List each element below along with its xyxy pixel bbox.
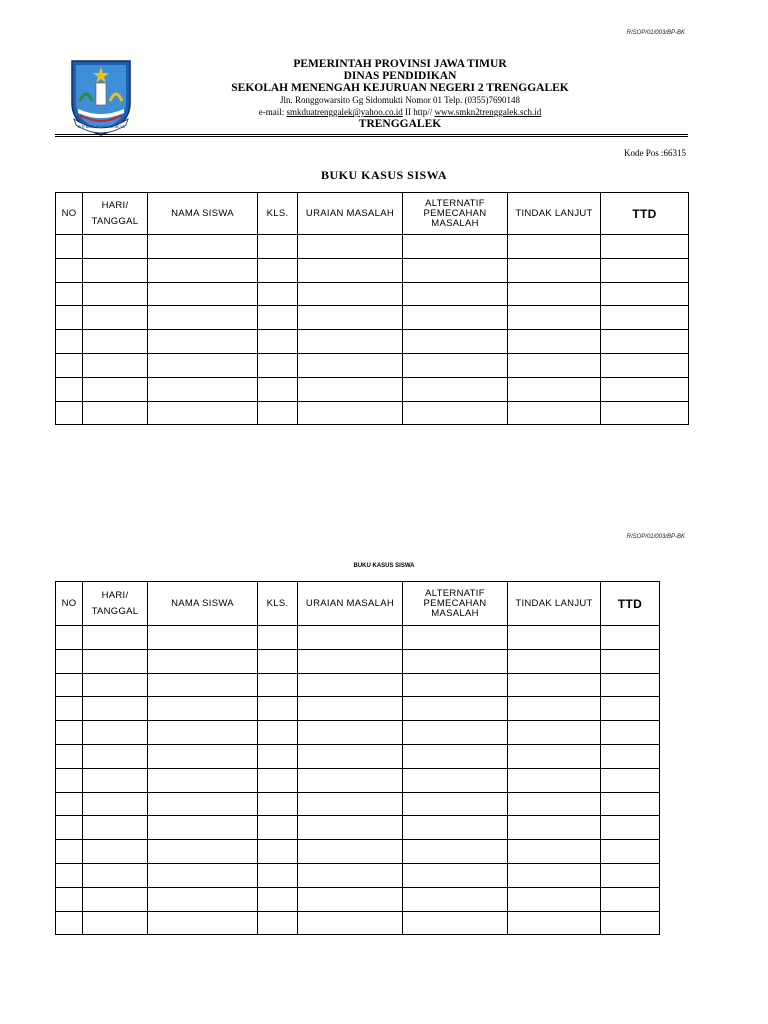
cell-nama-siswa[interactable] [148,721,258,745]
table-header-row [56,193,689,235]
table-row [56,235,689,259]
table-row [56,816,660,840]
cell-uraian-masalah[interactable] [298,306,403,330]
cell-tindak-lanjut[interactable] [508,721,601,745]
cell-ttd[interactable] [601,721,660,745]
cell-alternatif[interactable] [403,235,508,259]
cell-tindak-lanjut[interactable] [508,792,601,816]
cell-kls[interactable] [258,792,298,816]
cell-hari-tanggal[interactable] [83,377,148,401]
cell-alternatif[interactable] [403,306,508,330]
cell-kls[interactable] [258,235,298,259]
cell-kls[interactable] [258,330,298,354]
cell-alternatif[interactable] [403,911,508,935]
cell-tindak-lanjut[interactable] [508,816,601,840]
cell-uraian-masalah[interactable] [298,840,403,864]
cell-tindak-lanjut[interactable] [508,282,601,306]
cell-kls[interactable] [258,626,298,650]
cell-kls[interactable] [258,863,298,887]
table-row [56,673,660,697]
cell-uraian-masalah[interactable] [298,626,403,650]
cell-nama-siswa[interactable] [148,816,258,840]
cell-no[interactable] [56,887,83,911]
cell-kls[interactable] [258,744,298,768]
cell-alternatif[interactable] [403,401,508,425]
cell-no[interactable] [56,911,83,935]
cell-nama-siswa[interactable] [148,306,258,330]
table-row [56,626,660,650]
table-row [56,863,660,887]
cell-uraian-masalah[interactable] [298,768,403,792]
cell-alternatif[interactable] [403,377,508,401]
col-hari-tanggal [83,193,148,235]
col-alt-1: ALTERNATIF [425,587,485,599]
cell-ttd[interactable] [601,626,660,650]
cell-ttd[interactable] [601,768,660,792]
cell-no[interactable] [56,697,83,721]
document-code: R/SOP/01/003/BP-BK [626,30,685,36]
cell-tindak-lanjut[interactable] [508,401,601,425]
letterhead-office: DINAS PENDIDIKAN [343,70,457,82]
cell-alternatif[interactable] [403,353,508,377]
letterhead [200,58,600,130]
page-title: BUKU KASUS SISWA [320,168,448,182]
cell-hari-tanggal[interactable] [83,721,148,745]
cell-no[interactable] [56,721,83,745]
cell-no[interactable] [56,330,83,354]
cell-kls[interactable] [258,377,298,401]
cell-nama-siswa[interactable] [148,744,258,768]
cell-no[interactable] [56,377,83,401]
col-alt-2: PEMECAHAN [423,597,487,609]
cell-tindak-lanjut[interactable] [508,768,601,792]
cell-uraian-masalah[interactable] [298,887,403,911]
case-table-1 [55,192,689,425]
cell-kls[interactable] [258,649,298,673]
col-hari-tanggal [83,582,148,626]
cell-nama-siswa[interactable] [148,863,258,887]
table-header-row [56,582,660,626]
cell-tindak-lanjut[interactable] [508,626,601,650]
cell-alternatif[interactable] [403,887,508,911]
cell-ttd[interactable] [601,863,660,887]
cell-nama-siswa[interactable] [148,282,258,306]
cell-kls[interactable] [258,353,298,377]
cell-tindak-lanjut[interactable] [508,744,601,768]
table-row [56,840,660,864]
table-row [56,721,660,745]
table-row [56,306,689,330]
cell-hari-tanggal[interactable] [83,673,148,697]
cell-nama-siswa[interactable] [148,649,258,673]
cell-alternatif[interactable] [403,673,508,697]
cell-hari-tanggal[interactable] [83,282,148,306]
cell-hari-tanggal[interactable] [83,401,148,425]
cell-tindak-lanjut[interactable] [508,911,601,935]
cell-tindak-lanjut[interactable] [508,235,601,259]
cell-ttd[interactable] [601,887,660,911]
col-nama-siswa: NAMA SISWA [148,582,258,626]
cell-no[interactable] [56,401,83,425]
table-row [56,744,660,768]
cell-ttd[interactable] [601,649,660,673]
table-row [56,768,660,792]
table-row [56,330,689,354]
cell-no[interactable] [56,353,83,377]
east-java-crest-logo [66,57,136,137]
cell-ttd[interactable] [601,306,689,330]
cell-kls[interactable] [258,401,298,425]
cell-nama-siswa[interactable] [148,673,258,697]
cell-kls[interactable] [258,306,298,330]
cell-nama-siswa[interactable] [148,887,258,911]
cell-no[interactable] [56,768,83,792]
cell-hari-tanggal[interactable] [83,863,148,887]
cell-tindak-lanjut[interactable] [508,353,601,377]
cell-alternatif[interactable] [403,258,508,282]
cell-alternatif[interactable] [403,792,508,816]
cell-ttd[interactable] [601,911,660,935]
cell-nama-siswa[interactable] [148,330,258,354]
cell-ttd[interactable] [601,816,660,840]
cell-uraian-masalah[interactable] [298,282,403,306]
col-tindak-lanjut: TINDAK LANJUT [508,582,601,626]
cell-ttd[interactable] [601,353,689,377]
cell-hari-tanggal[interactable] [83,792,148,816]
page-title-2: BUKU KASUS SISWA [353,563,415,569]
cell-alternatif[interactable] [403,863,508,887]
cell-kls[interactable] [258,768,298,792]
letterhead-school: SEKOLAH MENENGAH KEJURUAN NEGERI 2 TRENGGALEK [231,82,569,94]
cell-uraian-masalah[interactable] [298,377,403,401]
table-row [56,401,689,425]
cell-hari-tanggal[interactable] [83,330,148,354]
cell-ttd[interactable] [601,792,660,816]
cell-hari-tanggal[interactable] [83,911,148,935]
cell-ttd[interactable] [601,377,689,401]
cell-uraian-masalah[interactable] [298,258,403,282]
cell-tindak-lanjut[interactable] [508,863,601,887]
cell-kls[interactable] [258,721,298,745]
cell-hari-tanggal[interactable] [83,258,148,282]
col-no: NO [56,193,83,235]
table-row [56,887,660,911]
cell-nama-siswa[interactable] [148,768,258,792]
cell-hari-tanggal[interactable] [83,768,148,792]
cell-hari-tanggal[interactable] [83,887,148,911]
col-uraian-masalah: URAIAN MASALAH [298,582,403,626]
col-tanggal: TANGGAL [91,605,139,617]
cell-kls[interactable] [258,673,298,697]
table-row [56,911,660,935]
cell-no[interactable] [56,840,83,864]
cell-hari-tanggal[interactable] [83,626,148,650]
cell-tindak-lanjut[interactable] [508,258,601,282]
document-code-2: R/SOP/01/003/BP-BK [626,534,685,540]
table-row [56,353,689,377]
cell-no[interactable] [56,258,83,282]
cell-ttd[interactable] [601,258,689,282]
table-row [56,792,660,816]
cell-no[interactable] [56,282,83,306]
cell-alternatif[interactable] [403,721,508,745]
cell-nama-siswa[interactable] [148,697,258,721]
col-uraian-masalah: URAIAN MASALAH [298,193,403,235]
cell-nama-siswa[interactable] [148,235,258,259]
cell-kls[interactable] [258,840,298,864]
cell-alternatif[interactable] [403,626,508,650]
cell-no[interactable] [56,816,83,840]
cell-uraian-masalah[interactable] [298,863,403,887]
cell-hari-tanggal[interactable] [83,235,148,259]
cell-ttd[interactable] [601,673,660,697]
col-kls: KLS. [258,193,298,235]
col-kls: KLS. [258,582,298,626]
cell-no[interactable] [56,673,83,697]
cell-kls[interactable] [258,887,298,911]
cell-tindak-lanjut[interactable] [508,840,601,864]
cell-uraian-masalah[interactable] [298,911,403,935]
cell-kls[interactable] [258,816,298,840]
cell-uraian-masalah[interactable] [298,816,403,840]
cell-nama-siswa[interactable] [148,840,258,864]
website-link[interactable]: www.smkn2trenggalek.sch.id [434,107,542,117]
cell-uraian-masalah[interactable] [298,744,403,768]
cell-alternatif[interactable] [403,816,508,840]
cell-kls[interactable] [258,282,298,306]
col-ttd: TTD [601,582,660,626]
cell-nama-siswa[interactable] [148,626,258,650]
cell-alternatif[interactable] [403,840,508,864]
col-alternatif [403,582,508,626]
cell-no[interactable] [56,792,83,816]
cell-uraian-masalah[interactable] [298,673,403,697]
cell-kls[interactable] [258,911,298,935]
cell-tindak-lanjut[interactable] [508,697,601,721]
cell-alternatif[interactable] [403,649,508,673]
col-alt-2: PEMECAHAN [423,207,487,219]
table-row [56,697,660,721]
cell-no[interactable] [56,863,83,887]
cell-nama-siswa[interactable] [148,792,258,816]
col-hari: HARI/ [101,589,129,601]
col-alternatif [403,193,508,235]
cell-hari-tanggal[interactable] [83,744,148,768]
cell-uraian-masalah[interactable] [298,235,403,259]
col-hari: HARI/ [101,199,129,211]
cell-uraian-masalah[interactable] [298,353,403,377]
cell-tindak-lanjut[interactable] [508,649,601,673]
cell-uraian-masalah[interactable] [298,792,403,816]
cell-uraian-masalah[interactable] [298,649,403,673]
cell-kls[interactable] [258,258,298,282]
cell-alternatif[interactable] [403,330,508,354]
cell-ttd[interactable] [601,840,660,864]
cell-tindak-lanjut[interactable] [508,306,601,330]
cell-hari-tanggal[interactable] [83,840,148,864]
col-tanggal: TANGGAL [91,215,139,227]
col-alt-3: MASALAH [431,607,479,619]
cell-tindak-lanjut[interactable] [508,330,601,354]
col-no: NO [56,582,83,626]
letterhead-contact [200,106,600,118]
cell-hari-tanggal[interactable] [83,353,148,377]
cell-alternatif[interactable] [403,744,508,768]
cell-nama-siswa[interactable] [148,401,258,425]
cell-hari-tanggal[interactable] [83,306,148,330]
cell-no[interactable] [56,306,83,330]
case-table-2 [55,581,660,935]
col-nama-siswa: NAMA SISWA [148,193,258,235]
cell-nama-siswa[interactable] [148,353,258,377]
cell-hari-tanggal[interactable] [83,816,148,840]
email-link[interactable]: smkduatrenggalek@yahoo.co.id [286,107,403,117]
cell-ttd[interactable] [601,282,689,306]
email-separator: II http// [402,107,435,117]
letterhead-divider-2 [55,136,688,137]
cell-ttd[interactable] [601,330,689,354]
col-alt-1: ALTERNATIF [425,197,485,209]
cell-alternatif[interactable] [403,282,508,306]
table-row [56,377,689,401]
letterhead-address: Jln. Ronggowarsito Gg Sidomukti Nomor 01 Telp. (0355)7690148 [280,95,520,105]
cell-ttd[interactable] [601,697,660,721]
cell-tindak-lanjut[interactable] [508,377,601,401]
letterhead-city: TRENGGALEK [358,118,442,130]
cell-tindak-lanjut[interactable] [508,673,601,697]
table-row [56,649,660,673]
cell-nama-siswa[interactable] [148,911,258,935]
cell-uraian-masalah[interactable] [298,330,403,354]
cell-no[interactable] [56,235,83,259]
email-prefix: e-mail: [258,107,287,117]
cell-no[interactable] [56,649,83,673]
cell-no[interactable] [56,744,83,768]
cell-alternatif[interactable] [403,697,508,721]
table-row [56,282,689,306]
cell-hari-tanggal[interactable] [83,697,148,721]
col-alt-3: MASALAH [431,217,479,229]
cell-uraian-masalah[interactable] [298,721,403,745]
cell-nama-siswa[interactable] [148,258,258,282]
col-ttd: TTD [601,193,689,235]
cell-ttd[interactable] [601,744,660,768]
table-row [56,258,689,282]
letterhead-province: PEMERINTAH PROVINSI JAWA TIMUR [293,58,507,70]
cell-uraian-masalah[interactable] [298,401,403,425]
cell-kls[interactable] [258,697,298,721]
cell-no[interactable] [56,626,83,650]
letterhead-divider [55,134,688,135]
cell-alternatif[interactable] [403,768,508,792]
cell-uraian-masalah[interactable] [298,697,403,721]
cell-tindak-lanjut[interactable] [508,887,601,911]
cell-ttd[interactable] [601,235,689,259]
cell-hari-tanggal[interactable] [83,649,148,673]
cell-nama-siswa[interactable] [148,377,258,401]
postal-code: Kode Pos :66315 [623,148,686,158]
cell-ttd[interactable] [601,401,689,425]
logo-motto: JER BASUKI MAWA BEYA [77,124,125,129]
col-tindak-lanjut: TINDAK LANJUT [508,193,601,235]
